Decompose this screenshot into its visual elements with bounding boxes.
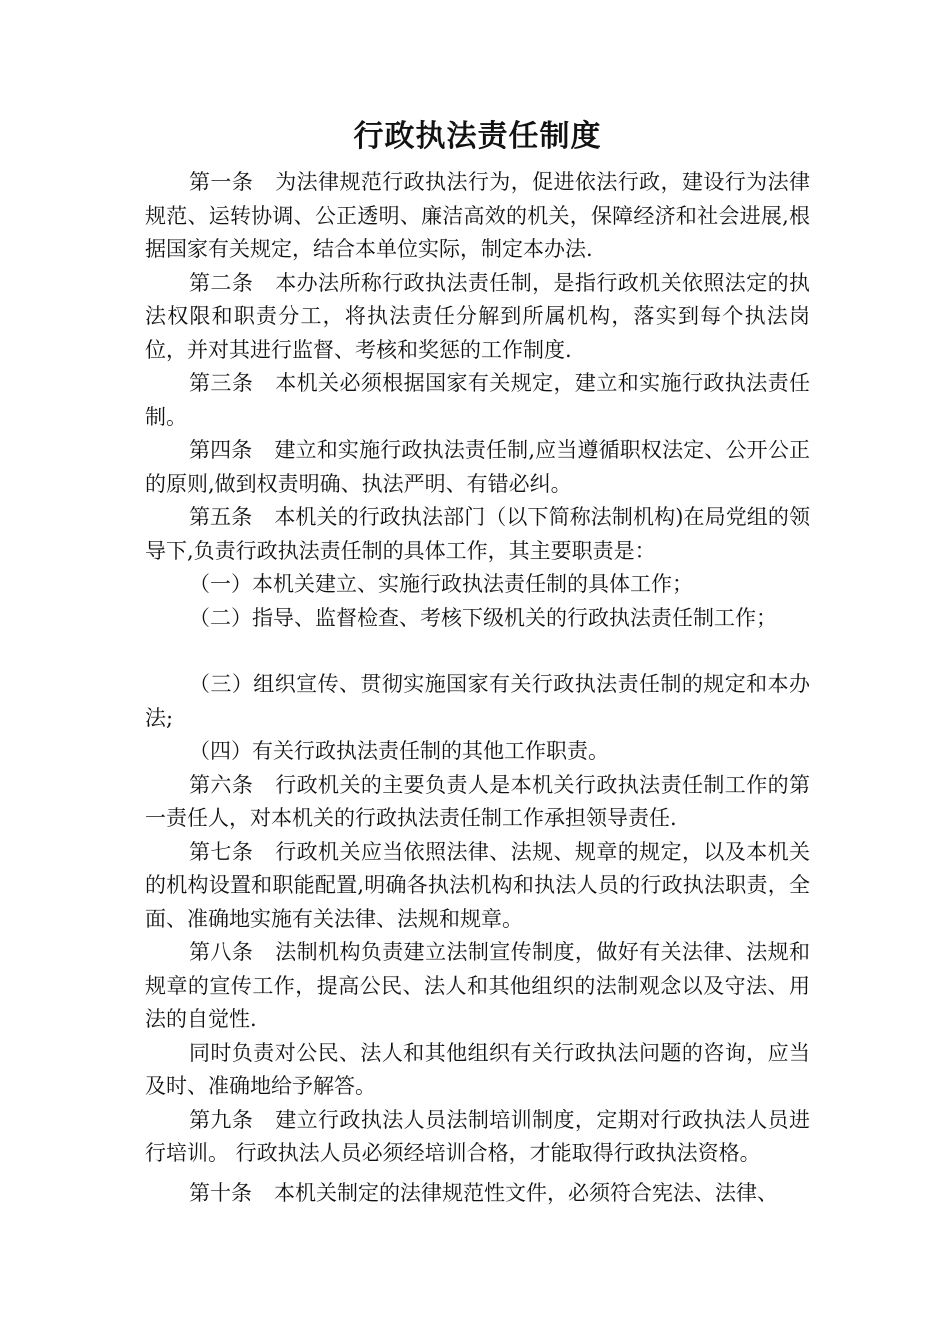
article-6	[145, 769, 810, 836]
list-item-2: （二）指导、监督检查、考核下级机关的行政执法责任制工作；	[189, 605, 777, 630]
document-page	[145, 112, 810, 1210]
article-text: 建立行政执法人员法制培训制度，定期对行政执法人员进行培训。 行政执法人员必须经培训合格，才能取得行政执法资格。	[145, 1107, 811, 1165]
article-text: 本机关制定的法律规范性文件，必须符合宪法、法律、	[274, 1180, 778, 1205]
article-text: 为法律规范行政执法行为，促进依法行政，建设行为法律规范、运转协调、公正透明、廉洁高效的机关，保障经济和社会进展,根据国家有关规定，结合本单位实际，制定本办法.	[145, 170, 811, 261]
article-text: 行政机关的主要负责人是本机关行政执法责任制工作的第一责任人，对本机关的行政执法责任制工作承担领导责任.	[145, 772, 811, 830]
article-label: 第三条	[189, 371, 254, 395]
article-5	[145, 501, 810, 568]
document-title: 行政执法责任制度	[353, 119, 602, 154]
article-label: 第十条	[189, 1180, 252, 1205]
article-text: 行政机关应当依照法律、法规、规章的规定，以及本机关的机构设置和职能配置,明确各执法机构和执法人员的行政执法职责，全面、准确地实施有关法律、法规和规章。	[145, 839, 811, 931]
article-8-continuation: 同时负责对公民、法人和其他组织有关行政执法问题的咨询，应当及时、准确地给予解答。	[145, 1040, 810, 1098]
article-7	[145, 836, 810, 937]
article-2	[145, 267, 810, 368]
article-text: 建立和实施行政执法责任制,应当遵循职权法定、公开公正的原则,做到权责明确、执法严明、有错必纠。	[145, 438, 810, 496]
list-item-1: （一）本机关建立、实施行政执法责任制的具体工作；	[189, 572, 693, 596]
article-label: 第五条	[189, 505, 253, 529]
article-1	[145, 166, 810, 267]
article-10	[145, 1177, 810, 1211]
article-text: 本机关的行政执法部门（以下简称法制机构)在局党组的领导下,负责行政执法责任制的具体工作，其主要职责是：	[145, 505, 811, 563]
article-text: 本办法所称行政执法责任制，是指行政机关依照法定的执法权限和职责分工，将执法责任分解到所属机构，落实到每个执法岗位，并对其进行监督、考核和奖惩的工作制度.	[145, 270, 811, 362]
article-label: 第七条	[189, 839, 254, 864]
article-9	[145, 1104, 810, 1171]
article-3	[145, 367, 810, 434]
article-label: 第二条	[189, 270, 254, 295]
article-text: 法制机构负责建立法制宣传制度，做好有关法律、法规和规章的宣传工作，提高公民、法人和其他组织的法制观念以及守法、用法的自觉性.	[145, 940, 811, 1031]
list-item-3: （三）组织宣传、贯彻实施国家有关行政执法责任制的规定和本办法;	[145, 672, 810, 730]
article-label: 第一条	[189, 170, 254, 194]
article-8	[145, 936, 810, 1037]
article-text: 本机关必须根据国家有关规定，建立和实施行政执法责任制。	[145, 371, 811, 429]
article-label: 第九条	[189, 1107, 254, 1132]
blank-line	[145, 635, 810, 668]
article-label: 第六条	[189, 772, 254, 797]
article-4	[145, 434, 810, 501]
article-label: 第四条	[189, 438, 253, 462]
list-item-4: （四）有关行政执法责任制的其他工作职责。	[189, 739, 609, 763]
article-label: 第八条	[189, 940, 254, 964]
